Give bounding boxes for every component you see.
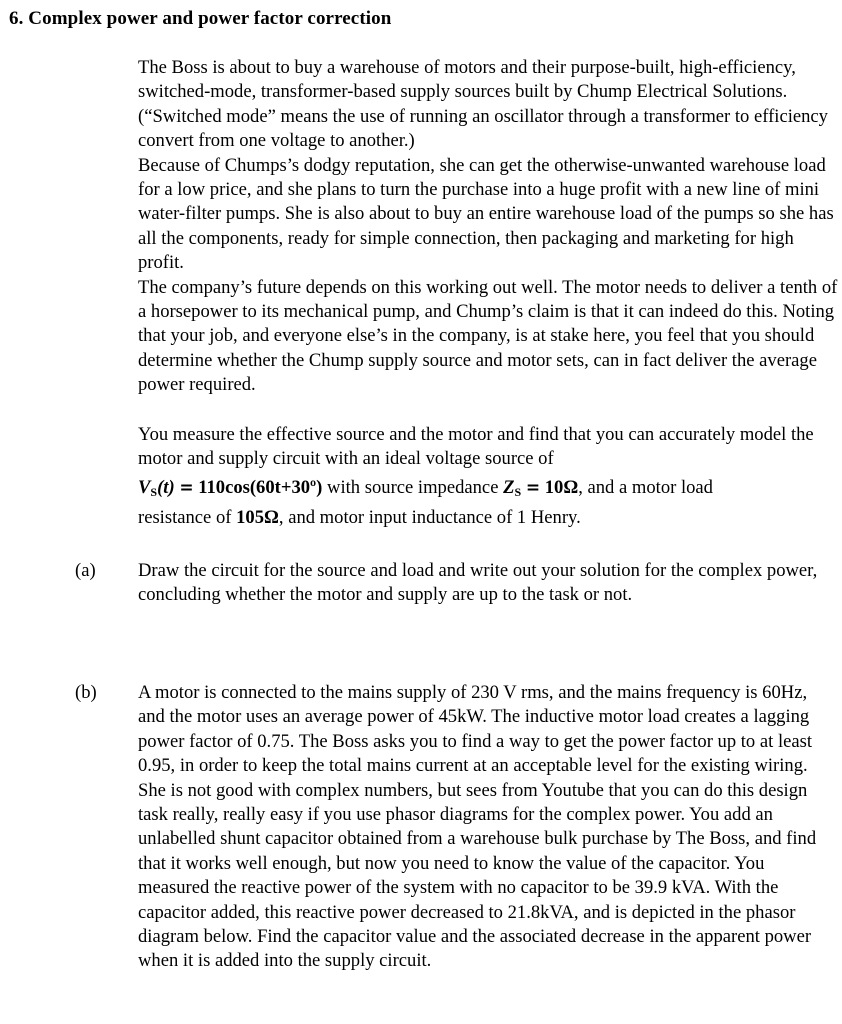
- part-b-text: A motor is connected to the mains supply of 230 V rms, and the mains frequency is 60Hz, and the motor uses an average power of 45kW. The inductive motor load creates a lagging power factor of 0.75. The Boss asks you to find a way to get the power factor up to at least 0.95, in order to keep the total mains current at an acceptable level for the existing wiring. She is not good with complex numbers, but sees from Youtube that you can do this design task really, really easy if you use phasor diagrams for the complex power. You add an unlabelled shunt capacitor obtained from a warehouse bulk purchase by The Boss, and find that it works well enough, but now you need to know the value of the capacitor. You measured the reactive power of the system with no capacitor to be 39.9 kVA. With the capacitor added, this reactive power decreased to 21.8kVA, and is depicted in the phasor diagram below. Find the capacitor value and the associated decrease in the apparent power when it is added into the supply circuit.: [138, 682, 817, 972]
- intro-text: [138, 56, 838, 398]
- vs-equals: =: [179, 477, 194, 498]
- zs-value: 10Ω: [544, 476, 579, 498]
- vs-subscript: S: [150, 484, 158, 499]
- inductance-text: , and motor input inductance of 1 Henry.: [278, 506, 581, 528]
- vs-symbol: V: [138, 476, 151, 498]
- section-heading: 6. Complex power and power factor correction: [9, 8, 392, 29]
- intro-paragraph-1: The Boss is about to buy a warehouse of motors and their purpose-built, high-efficiency, switched-mode, transformer-based supply sources built by Chump Electrical Solutions. (“Switched mode” means the use of running an oscillator through a transformer to efficiency convert from one voltage to another.): [138, 57, 828, 152]
- vs-expression: 110cos(60t+30º): [198, 476, 323, 498]
- zs-symbol: Z: [503, 476, 515, 498]
- motor-load-text: , and a motor load: [578, 476, 713, 498]
- part-b-label: (b): [75, 682, 97, 703]
- intro-paragraph-2: Because of Chumps’s dodgy reputation, she can get the otherwise-unwanted warehouse load for a low price, and she plans to turn the purchase into a huge profit with a new line of mini water-filter pumps. She is also about to buy an entire warehouse load of the pumps so she has all the components, ready for simple connection, then packaging and marketing for high profit.: [138, 154, 834, 274]
- part-a-label: (a): [75, 560, 96, 581]
- part-a-text: Draw the circuit for the source and load and write out your solution for the complex power, concluding whether the motor and supply are up to the task or not.: [138, 560, 818, 606]
- vs-arg: (t): [157, 476, 175, 498]
- resistance-line: [138, 507, 581, 528]
- source-impedance-text: with source impedance: [327, 476, 499, 498]
- intro-paragraph-3: The company’s future depends on this working out well. The motor needs to deliver a tenth of a horsepower to its mechanical pump, and Chump’s claim is that it can indeed do this. Noting that your job, and everyone else’s in the company, is at stake here, you feel that you should determine whether the Chump supply source and motor sets, can in fact deliver the average power required.: [138, 276, 838, 396]
- zs-subscript: S: [514, 484, 522, 499]
- zs-equals: =: [525, 477, 541, 498]
- source-equation-line: [138, 474, 838, 506]
- resistance-intro-text: resistance of: [138, 506, 232, 528]
- measurement-text-before: You measure the effective source and the motor and find that you can accurately model the motor and supply circuit with an ideal voltage source of: [138, 424, 814, 470]
- measurement-paragraph: [138, 423, 838, 530]
- resistance-value: 105Ω: [236, 506, 279, 528]
